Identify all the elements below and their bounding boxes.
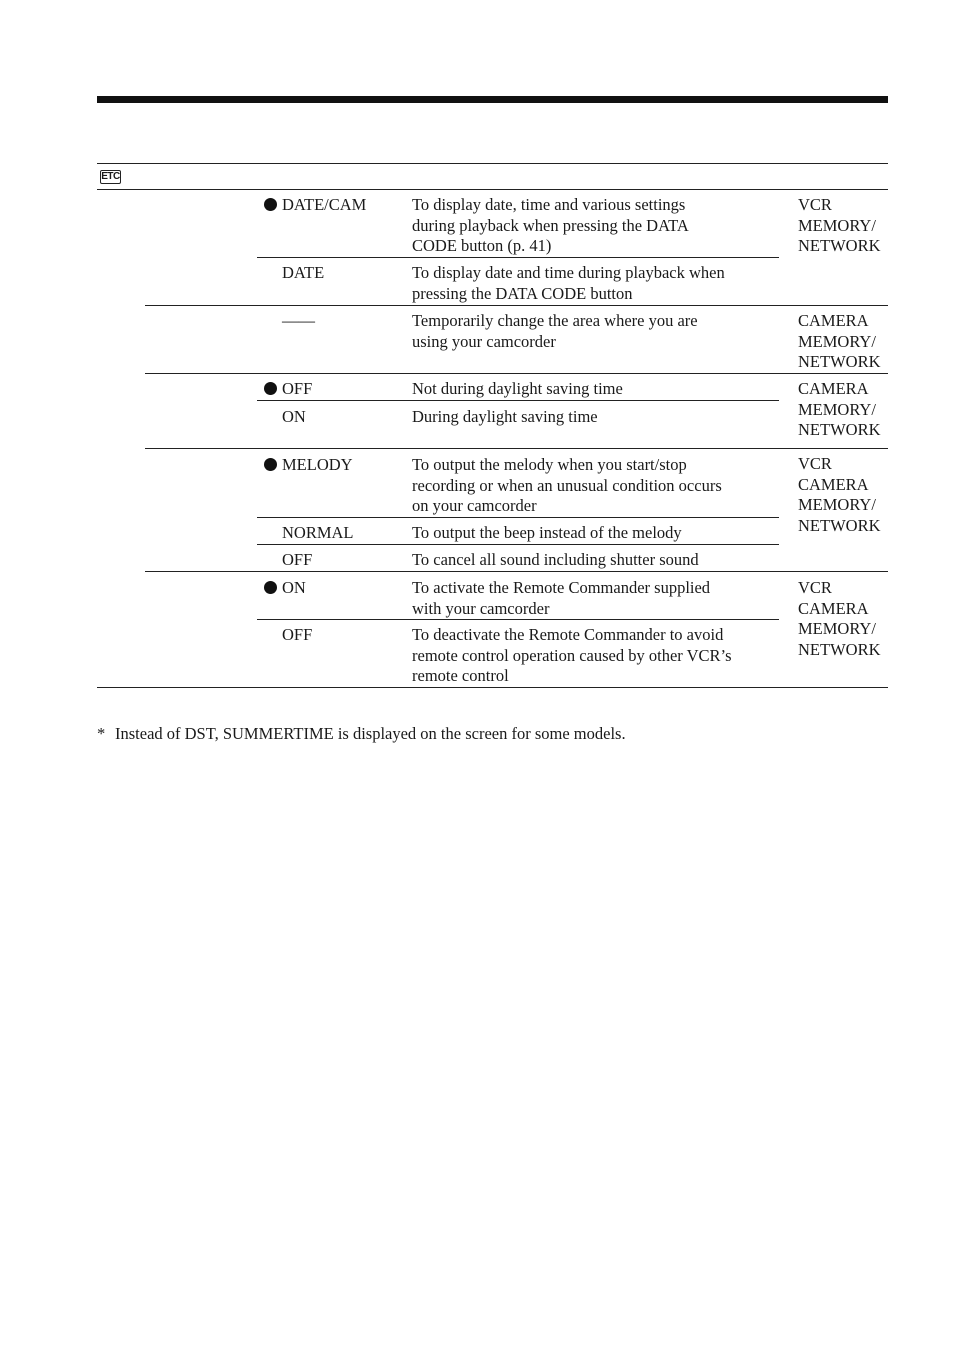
mode-list: VCR MEMORY/ NETWORK [798,195,881,255]
table-top-rule [97,163,888,164]
setting-option: NORMAL [282,523,354,542]
top-rule [97,96,888,103]
row-rule [257,619,779,620]
mode-list: VCR CAMERA MEMORY/ NETWORK [798,578,881,659]
setting-option: ON [282,407,306,426]
default-dot-icon [264,382,277,395]
group-rule [145,305,888,306]
mode-list: CAMERA MEMORY/ NETWORK [798,379,881,439]
mode-list: VCR CAMERA MEMORY/ NETWORK [798,454,881,535]
setting-option: OFF [282,550,313,569]
footnote-text: Instead of DST, SUMMERTIME is displayed on the screen for some models. [115,724,626,743]
option-description: To output the beep instead of the melody [412,523,682,542]
row-rule [257,544,779,545]
default-dot-icon [264,198,277,211]
setting-option: OFF [264,379,312,400]
option-description: Not during daylight saving time [412,379,623,398]
row-rule [257,400,779,401]
option-description: Temporarily change the area where you are using your camcorder [412,311,698,351]
setting-option: MELODY [264,455,353,476]
group-rule [145,448,888,449]
footnote [97,723,626,744]
group-rule [145,571,888,572]
option-description: During daylight saving time [412,407,598,426]
option-description: To output the melody when you start/stop recording or when an unusual condition occurs on your camcorder [412,455,722,515]
table-bottom-rule [97,687,888,688]
default-dot-icon [264,458,277,471]
header-rule [97,189,888,190]
row-rule [257,257,779,258]
setting-option: DATE/CAM [264,195,366,216]
row-rule [257,517,779,518]
setting-option: —— [282,311,315,330]
footnote-mark: * [97,724,106,743]
option-description: To deactivate the Remote Commander to avoid remote control operation caused by other VCR’s remote control [412,625,732,685]
setting-option: OFF [282,625,313,644]
option-description: To display date, time and various settings during playback when pressing the DATA CODE button (p. 41) [412,195,689,255]
mode-list: CAMERA MEMORY/ NETWORK [798,311,881,371]
option-description: To display date and time during playback when pressing the DATA CODE button [412,263,725,303]
setting-option: ON [264,578,306,599]
option-description: To cancel all sound including shutter sound [412,550,699,569]
default-dot-icon [264,581,277,594]
etc-icon: ETC [101,171,120,182]
group-rule [145,373,888,374]
option-description: To activate the Remote Commander supplied with your camcorder [412,578,711,618]
setting-option: DATE [282,263,325,282]
